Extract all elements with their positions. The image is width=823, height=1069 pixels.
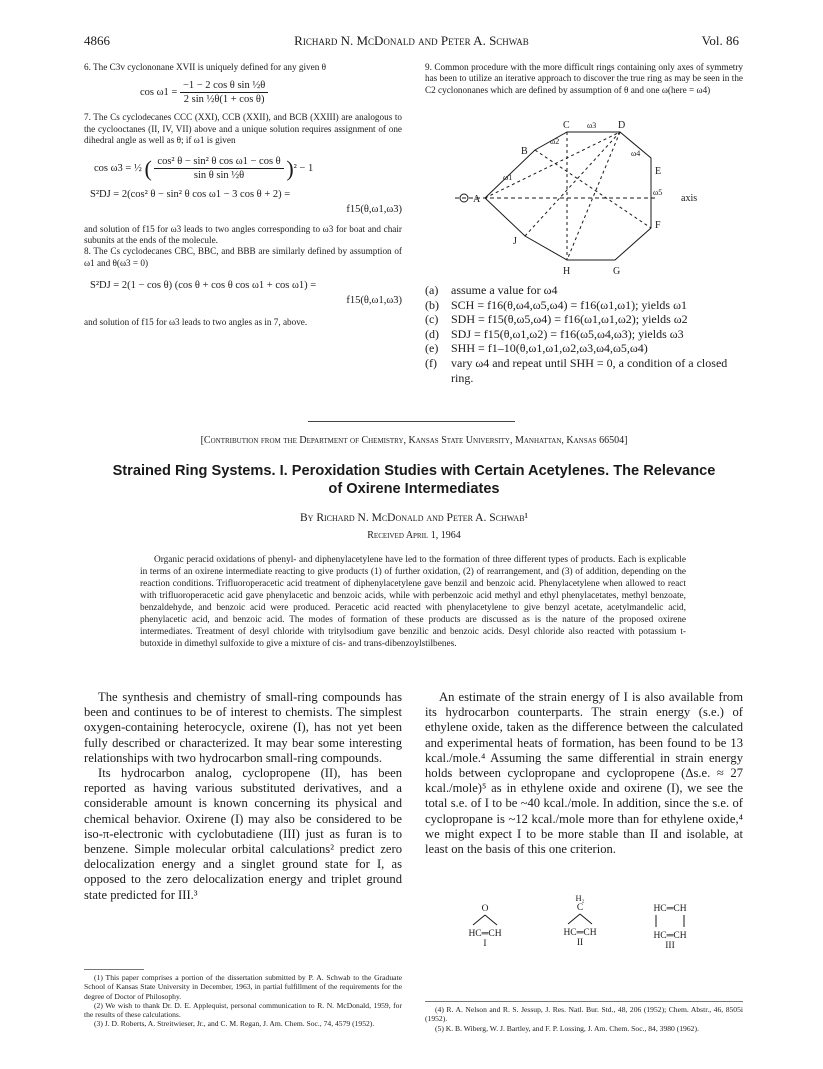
body-paragraph-1: The synthesis and chemistry of small-ring compounds has been and continues to be of interest to chemists. The simplest oxygen-containing heterocycle, oxirene (I), has not yet been fully described or characterized. It may bear some interesting relationships with two hydrocarbon small-ring compounds.: [84, 690, 402, 765]
equation-8-line1: S²DJ = 2(1 − cos θ) (cos θ + cos θ cos ω1 + cos ω1) =: [90, 280, 317, 292]
contribution-line: [Contribution from the Department of Chemistry, Kansas State University, Manhattan, Kansas 66504]: [200, 435, 628, 446]
label-f: F: [655, 220, 661, 231]
eq7-denominator: sin θ sin ½θ: [193, 169, 245, 181]
item-7-end-text: and solution of f15 for ω3 leads to two angles corresponding to ω3 for boat and chair subunits at the ends of the molecule.: [84, 223, 402, 246]
label-w1: ω1: [503, 173, 513, 182]
eq6-fraction: [180, 79, 268, 106]
article-title: [84, 462, 744, 498]
label-w5: ω5: [653, 188, 663, 197]
label-j: J: [513, 236, 517, 247]
ring-outline: [485, 132, 651, 260]
step-b: (b) SCH = f16(θ,ω4,ω5,ω4) = f16(ω1,ω1); yields ω1: [425, 297, 687, 312]
label-w3: ω3: [587, 121, 597, 130]
volume-label: Vol. 86: [701, 33, 739, 48]
eq6-lhs: cos ω1 =: [140, 87, 178, 99]
label-h: H: [563, 266, 571, 277]
footnote-1: (1) This paper comprises a portion of the dissertation submitted by P. A. Schwab to the Graduate School of Kansas State University in December, 1963, in partial fulfillment of the requirements for the degree of Doctor of Philosophy.: [84, 973, 402, 1001]
received-date: Received April 1, 1964: [367, 530, 461, 541]
structure-cyclopropene: H₂ C HC═CH II: [545, 893, 615, 948]
eq7-numerator: cos² θ − sin² θ cos ω1 − cos θ: [154, 155, 283, 169]
item-6-text: 6. The C3v cyclononane XVII is uniquely defined for any given θ: [84, 62, 327, 72]
body-right-column: [425, 690, 743, 857]
step-f: (f) vary ω4 and repeat until SHH = 0, a condition of a closed ring.: [425, 355, 728, 385]
cyclononane-diagram: [455, 118, 715, 278]
item-7-text: 7. The Cs cyclodecanes CCC (XXI), CCB (XXII), and BCB (XXIII) are analogous to the cyclooctanes (II, IV, VII) above and a unique solution requires assignment of one dihedral angle as well as θ; if ω1 is given: [84, 112, 402, 146]
label-a: A: [473, 194, 481, 205]
footnote-5: (5) K. B. Wiberg, W. J. Bartley, and F. P. Lossing, J. Am. Chem. Soc., 84, 3980 (1962).: [435, 1023, 699, 1033]
label-e: E: [655, 166, 662, 177]
line-d-h: [567, 132, 620, 260]
label-g: G: [613, 266, 621, 277]
footnotes-right: [425, 1005, 743, 1033]
article-title-line1: Strained Ring Systems. I. Peroxidation Studies with Certain Acetylenes. The Relevance: [112, 463, 716, 479]
iteration-steps: [425, 283, 745, 385]
eq7-fraction: [154, 155, 283, 182]
label-axis: axis: [681, 193, 698, 204]
step-e: (e) SHH = f1–10(θ,ω1,ω1,ω2,ω3,ω4,ω5,ω4): [425, 341, 648, 356]
equation-7b-line1: S²DJ = 2(cos² θ − sin² θ cos ω1 − 3 cos θ + 2) =: [90, 188, 291, 200]
running-head-authors: Richard N. McDonald and Peter A. Schwab: [294, 33, 529, 48]
equation-7: cos ω3 = ½ ( $\frac{\text{cos² θ − sin² θ cos ω1 − cos θ}}{\text{sin θ sin ½θ}}$ )² − 1: [94, 155, 314, 181]
oxirene-bonds: [465, 914, 505, 926]
line-b-f: [535, 150, 651, 228]
right-top-column: [425, 62, 743, 96]
label-w2: ω2: [550, 137, 560, 146]
equation-7b-line2: f15(θ,ω1,ω3): [346, 203, 402, 215]
footnote-rule-right: [425, 1001, 743, 1002]
structure-oxirene: O HC═CH I: [450, 893, 520, 949]
item-8-end-text: and solution of f15 for ω3 leads to two angles as in 7, above.: [84, 317, 308, 328]
footnote-4: (4) R. A. Nelson and R. S. Jessup, J. Res. Natl. Bur. Std., 48, 206 (1952); Chem. Abstr., 46, 8505i (1952).: [425, 1005, 743, 1024]
page-number: 4866: [84, 33, 110, 48]
body-paragraph-3: An estimate of the strain energy of I is also available from its hydrocarbon counterparts. The strain energy (s.e.) of ethylene oxide, taken as the difference between the calculated and experimental heats of formation, has been found to be 13 kcal./mole.⁴ Assuming the same differential in strain energy holds between cyclopropane and cyclopropene (Δs.e. ≈ 27 kcal./mole)⁵ as in ethylene oxide and oxirene (I), we see the total s.e. of I to be ~40 kcal./mole. In addition, since the s.e. of cyclopropane is ~12 kcal./mole more than for ethylene oxide,⁴ we might expect I to be more stable than II and isolable, at least on the basis of this one criterion.: [425, 690, 743, 857]
structure-cyclobutadiene: HC═CH HC═CH III: [630, 904, 710, 951]
eq6-numerator: −1 − 2 cos θ sin ½θ: [180, 79, 268, 93]
footnotes-left: [84, 973, 402, 1029]
footnote-rule-left: [84, 969, 144, 970]
abstract: Organic peracid oxidations of phenyl- and diphenylacetylene have led to the formation of three different types of products. Each is explicable in terms of an oxirene intermediate reacting to give products (1) of further oxidation, (2) of rearrangement, and (3) of addition, depending on the reaction conditions. Trifluoroperacetic acid treatment of diphenylacetylene gave benzil and benzoic acid. Phenylacetylene when allowed to react with trifluoroperacetic acid gave phenylacetic and benzoic acids, while with perbenzoic acid methyl and ethyl phenylacetates, methyl benzoate, benzaldehyde, and benzoic acid were produced. Peracetic acid reacted with phenylacetylene to give benzyl acetate, acetylmandelic acid, phenylacetic acid, and benzoic acid. The modes of formation of these products are discussed as is the nature of the proposed oxirene intermediates. Treatment of desyl chloride with tritylsodium gave benzilic and benzoic acids. Desyl chloride also reacted with potassium t-butoxide in dimethyl sulfoxide to give a mixture of cis- and trans-dibenzoylstilbenes.: [140, 555, 686, 649]
footnote-2: (2) We wish to thank Dr. D. E. Applequist, personal communication to R. N. McDonald, 1959, for the results of these calculations.: [84, 1000, 402, 1020]
step-c: (c) SDH = f15(θ,ω5,ω4) = f16(ω1,ω1,ω2); yields ω2: [425, 312, 688, 327]
label-w4: ω4: [631, 149, 641, 158]
byline: By Richard N. McDonald and Peter A. Schwab¹: [300, 512, 528, 524]
eq7-tail: ² − 1: [293, 162, 314, 174]
footnote-3: (3) J. D. Roberts, A. Streitwieser, Jr., and C. M. Regan, J. Am. Chem. Soc., 74, 4579 (1952).: [94, 1019, 375, 1029]
step-a: (a) assume a value for ω4: [425, 283, 558, 297]
label-c: C: [563, 120, 570, 131]
equation-8-line2: f15(θ,ω1,ω3): [346, 295, 402, 307]
left-top-column: [84, 62, 402, 329]
label-b: B: [521, 146, 528, 157]
article-title-line2: of Oxirene Intermediates: [328, 481, 500, 497]
section-divider: [308, 421, 515, 422]
label-d: D: [618, 120, 626, 131]
eq7-lhs: cos ω3 = ½: [94, 162, 142, 174]
item-9-text: 9. Common procedure with the more difficult rings containing only axes of symmetry has been to utilize an iterative approach to discover the true ring as may be seen in the C2 cyclononanes which are defined by assumption of θ and one ω(here = ω4): [425, 62, 743, 95]
body-paragraph-2: Its hydrocarbon analog, cyclopropene (II), has been reported as having various substituted derivatives, and a considerable amount is known concerning its physical and chemical behavior. Oxirene (I) may also be considered to be iso-π-electronic with cyclobutadiene (III) just as furan is to benzene. Simple molecular orbital calculations² predict zero delocalization energy and a singlet ground state for I, as opposed to the zero delocalization energy and triplet ground state predicted for III.³: [84, 766, 402, 902]
body-left-column: [84, 690, 402, 903]
item-8-text: 8. The Cs cyclodecanes CBC, BBC, and BBB are similarly defined by assumption of ω1 and θ(ω3 = 0): [84, 246, 402, 268]
eq6-denominator: 2 sin ½θ(1 + cos θ): [183, 94, 265, 106]
step-d: (d) SDJ = f15(θ,ω1,ω2) = f16(ω5,ω4,ω3); yields ω3: [425, 326, 684, 341]
cyclopropene-bonds: [560, 913, 600, 925]
cyclobutadiene-bonds: [640, 914, 700, 928]
equation-6: [140, 79, 402, 106]
